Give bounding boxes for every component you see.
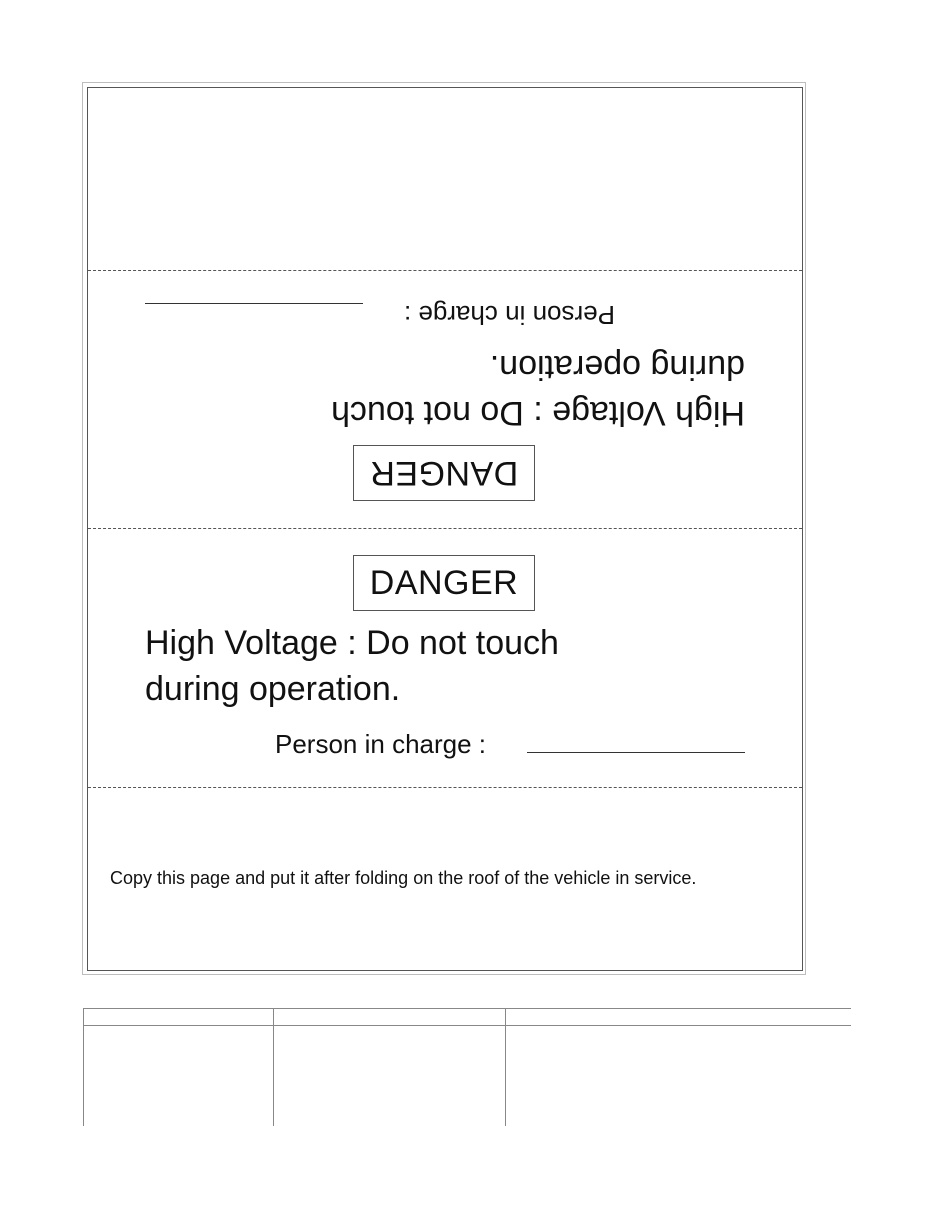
table-col-divider-3 bbox=[505, 1008, 506, 1126]
table-col-divider-1 bbox=[83, 1008, 84, 1126]
warning-line1-flipped: High Voltage : Do not touch bbox=[331, 394, 745, 432]
warning-text bbox=[145, 620, 559, 712]
fold-line-bottom bbox=[88, 787, 802, 788]
fold-line-middle bbox=[88, 528, 802, 529]
warning-text-flipped bbox=[331, 344, 745, 436]
folding-instruction: Copy this page and put it after folding on the roof of the vehicle in service. bbox=[110, 868, 697, 888]
table-top-border bbox=[83, 1008, 851, 1009]
person-in-charge: Person in charge : bbox=[275, 729, 487, 759]
table-col-divider-2 bbox=[273, 1008, 274, 1126]
danger-label-flipped bbox=[353, 445, 535, 501]
table-header-border bbox=[83, 1025, 851, 1026]
sign-upper-flipped bbox=[87, 270, 805, 528]
signature-line-flipped bbox=[145, 303, 363, 304]
signature-line bbox=[527, 752, 745, 753]
warning-line1: High Voltage : Do not touch bbox=[145, 624, 559, 662]
sign-inner-frame bbox=[87, 87, 803, 971]
person-in-charge-flipped: Person in charge : bbox=[403, 300, 615, 330]
warning-line2-flipped: during operation. bbox=[489, 348, 745, 386]
danger-label-text: DANGER bbox=[369, 564, 519, 602]
danger-label-text-flipped: DANGER bbox=[369, 454, 519, 492]
warning-line2: during operation. bbox=[145, 670, 401, 708]
danger-label bbox=[353, 555, 535, 611]
